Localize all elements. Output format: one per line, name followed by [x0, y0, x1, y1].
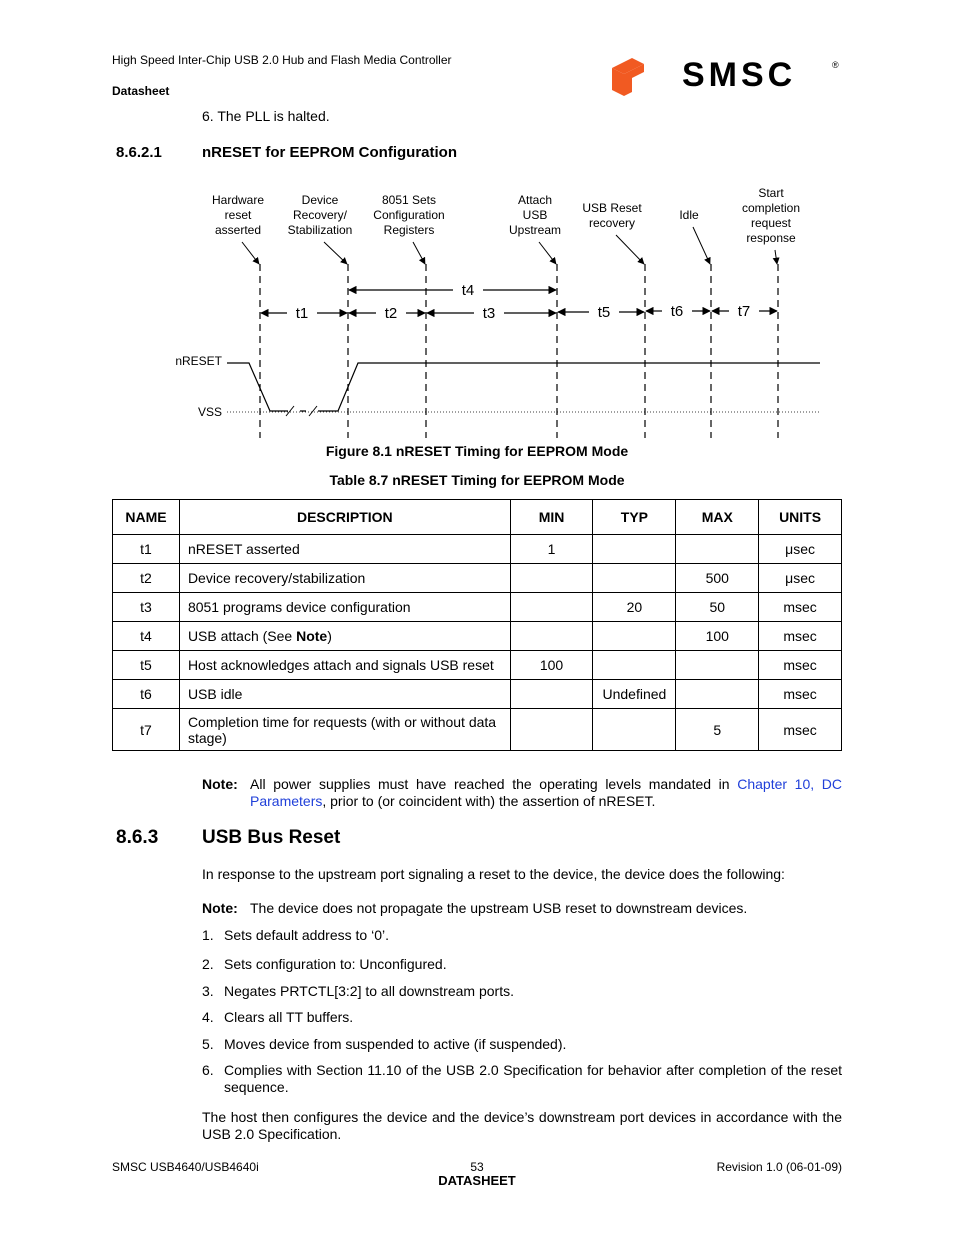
cell-name: t2: [113, 564, 180, 593]
note-text-after: , prior to (or coincident with) the assertion of nRESET.: [322, 793, 656, 809]
figure-caption: Figure 8.1 nRESET Timing for EEPROM Mode: [325, 443, 629, 459]
cell-typ: 20: [593, 593, 676, 622]
interval-label: t2: [384, 305, 398, 322]
cell-min: [510, 593, 593, 622]
cell-min: 100: [510, 651, 593, 680]
event-label: Attach: [517, 193, 553, 207]
pll-item: 6. The PLL is halted.: [202, 108, 330, 124]
cell-min: [510, 680, 593, 709]
list-number: 4.: [202, 1009, 214, 1025]
cell-units: msec: [759, 622, 842, 651]
cell-typ: Undefined: [593, 680, 676, 709]
event-label: Configuration: [373, 208, 445, 222]
propagation-note: [202, 900, 747, 917]
section-heading-863: [116, 827, 340, 849]
section-heading-8621: [116, 144, 457, 161]
note-text: The device does not propagate the upstream USB reset to downstream devices.: [250, 900, 748, 916]
footer-datasheet: DATASHEET: [438, 1173, 516, 1188]
header-subtitle: Datasheet: [112, 84, 170, 98]
note-text: [250, 776, 842, 810]
event-label: Idle: [679, 208, 699, 222]
col-min: MIN: [510, 500, 593, 535]
list-number: 3.: [202, 983, 214, 999]
cell-name: t4: [113, 622, 180, 651]
interval-label: t4: [461, 282, 475, 299]
list-item: [202, 1009, 353, 1026]
col-max: MAX: [676, 500, 759, 535]
list-text: Sets default address to ‘0’.: [224, 927, 389, 943]
cell-units: msec: [759, 593, 842, 622]
event-label: Start: [758, 186, 784, 200]
smsc-logo: [610, 52, 842, 98]
cell-max: 5: [676, 709, 759, 751]
list-item: [202, 1062, 842, 1096]
list-number: 2.: [202, 956, 214, 972]
section-number: 8.6.2.1: [116, 144, 162, 161]
cell-units: msec: [759, 709, 842, 751]
cell-description: Host acknowledges attach and signals USB reset: [179, 651, 510, 680]
note-label: Note:: [202, 776, 238, 792]
interval-label: t6: [670, 303, 684, 320]
note-label: Note:: [202, 900, 238, 916]
vss-label: VSS: [197, 405, 222, 419]
event-pointer: [413, 242, 425, 264]
list-item: [202, 927, 389, 944]
cell-typ: [593, 651, 676, 680]
event-label: Hardware: [211, 193, 265, 207]
event-label: Stabilization: [287, 223, 353, 237]
cell-max: [676, 651, 759, 680]
header-title: High Speed Inter-Chip USB 2.0 Hub and Flash Media Controller: [112, 53, 452, 67]
event-pointer: [775, 250, 777, 264]
cell-units: μsec: [759, 564, 842, 593]
cell-name: t6: [113, 680, 180, 709]
list-item: [202, 983, 514, 1000]
power-supply-note: [202, 776, 842, 810]
table-row: [113, 680, 842, 709]
cell-min: [510, 622, 593, 651]
event-label: response: [746, 231, 796, 245]
event-pointer: [324, 242, 347, 264]
usb-reset-intro: In response to the upstream port signaling a reset to the device, the device does the following:: [202, 866, 785, 882]
list-text: Negates PRTCTL[3:2] to all downstream ports.: [224, 983, 514, 999]
cell-typ: [593, 709, 676, 751]
col-units: UNITS: [759, 500, 842, 535]
desc-note-ref: Note: [296, 628, 328, 644]
col-name: NAME: [113, 500, 180, 535]
cell-max: 500: [676, 564, 759, 593]
footer-product: SMSC USB4640/USB4640i: [112, 1160, 259, 1174]
list-text: Clears all TT buffers.: [224, 1009, 354, 1025]
cell-description: 8051 programs device configuration: [179, 593, 510, 622]
cell-description: Completion time for requests (with or without data stage): [179, 709, 510, 751]
table-row: [113, 564, 842, 593]
table-row: [113, 535, 842, 564]
cell-typ: [593, 564, 676, 593]
cell-units: μsec: [759, 535, 842, 564]
cell-max: 100: [676, 622, 759, 651]
list-text: Sets configuration to: Unconfigured.: [224, 956, 447, 972]
cell-name: t7: [113, 709, 180, 751]
logo-text: SMSC: [682, 56, 797, 94]
cell-units: msec: [759, 651, 842, 680]
event-label: Device: [301, 193, 339, 207]
cell-max: [676, 535, 759, 564]
table-header-row: [113, 500, 842, 535]
cell-min: [510, 564, 593, 593]
cell-units: msec: [759, 680, 842, 709]
list-number: 5.: [202, 1036, 214, 1052]
desc-suffix: ): [327, 628, 332, 644]
nreset-timing-diagram: [170, 180, 830, 442]
cell-name: t5: [113, 651, 180, 680]
list-text: Moves device from suspended to active (if suspended).: [224, 1036, 567, 1052]
table-row: [113, 622, 842, 651]
section-number: 8.6.3: [116, 827, 159, 848]
cell-max: [676, 680, 759, 709]
break-mark: [309, 406, 317, 416]
cell-description: nRESET asserted: [179, 535, 510, 564]
list-text: Complies with Section 11.10 of the USB 2.0 Specification for behavior after completion of the reset sequence.: [224, 1062, 842, 1095]
event-label: reset: [224, 208, 252, 222]
event-label: Registers: [383, 223, 435, 237]
event-pointer: [616, 235, 644, 264]
footer-revision: Revision 1.0 (06-01-09): [716, 1160, 842, 1174]
list-number: 1.: [202, 927, 214, 943]
col-typ: TYP: [593, 500, 676, 535]
registered-mark: ®: [832, 60, 839, 70]
cell-name: t3: [113, 593, 180, 622]
nreset-timing-table: [112, 499, 842, 751]
event-label: request: [750, 216, 792, 230]
section-title: USB Bus Reset: [202, 827, 341, 848]
note-text-before: All power supplies must have reached the operating levels mandated in: [250, 776, 738, 792]
interval-label: t3: [482, 305, 496, 322]
table-row: [113, 651, 842, 680]
table-row: [113, 709, 842, 751]
cell-typ: [593, 622, 676, 651]
host-config-paragraph: The host then configures the device and the device’s downstream port devices in accordance with the USB 2.0 Specification.: [202, 1109, 842, 1142]
cell-min: 1: [510, 535, 593, 564]
cell-min: [510, 709, 593, 751]
event-pointer: [693, 227, 710, 264]
nreset-label: nRESET: [175, 354, 222, 368]
event-label: USB: [522, 208, 548, 222]
event-label: Recovery/: [292, 208, 348, 222]
list-number: 6.: [202, 1062, 214, 1078]
cell-description: USB idle: [179, 680, 510, 709]
cell-description: Device recovery/stabilization: [179, 564, 510, 593]
table-caption: Table 8.7 nRESET Timing for EEPROM Mode: [329, 472, 625, 488]
interval-label: t1: [295, 305, 309, 322]
chapter-10-link[interactable]: Chapter 10, DC Parameters: [250, 776, 842, 809]
interval-label: t7: [737, 303, 751, 320]
nreset-waveform: [227, 363, 820, 411]
event-label: 8051 Sets: [381, 193, 437, 207]
list-item: [202, 956, 447, 973]
cell-typ: [593, 535, 676, 564]
event-label: USB Reset: [582, 201, 642, 215]
cell-max: 50: [676, 593, 759, 622]
event-label: asserted: [214, 223, 262, 237]
event-label: recovery: [588, 216, 636, 230]
list-item: [202, 1036, 566, 1053]
cell-description: [179, 622, 510, 651]
col-description: DESCRIPTION: [179, 500, 510, 535]
event-pointer: [539, 242, 556, 264]
event-label: Upstream: [508, 223, 562, 237]
desc-prefix: USB attach (See: [187, 628, 297, 644]
event-pointer: [242, 242, 259, 264]
table-row: [113, 593, 842, 622]
cell-name: t1: [113, 535, 180, 564]
interval-label: t5: [597, 304, 611, 321]
event-label: completion: [741, 201, 801, 215]
footer-page-number: 53: [470, 1160, 484, 1174]
section-title: nRESET for EEPROM Configuration: [202, 144, 457, 161]
